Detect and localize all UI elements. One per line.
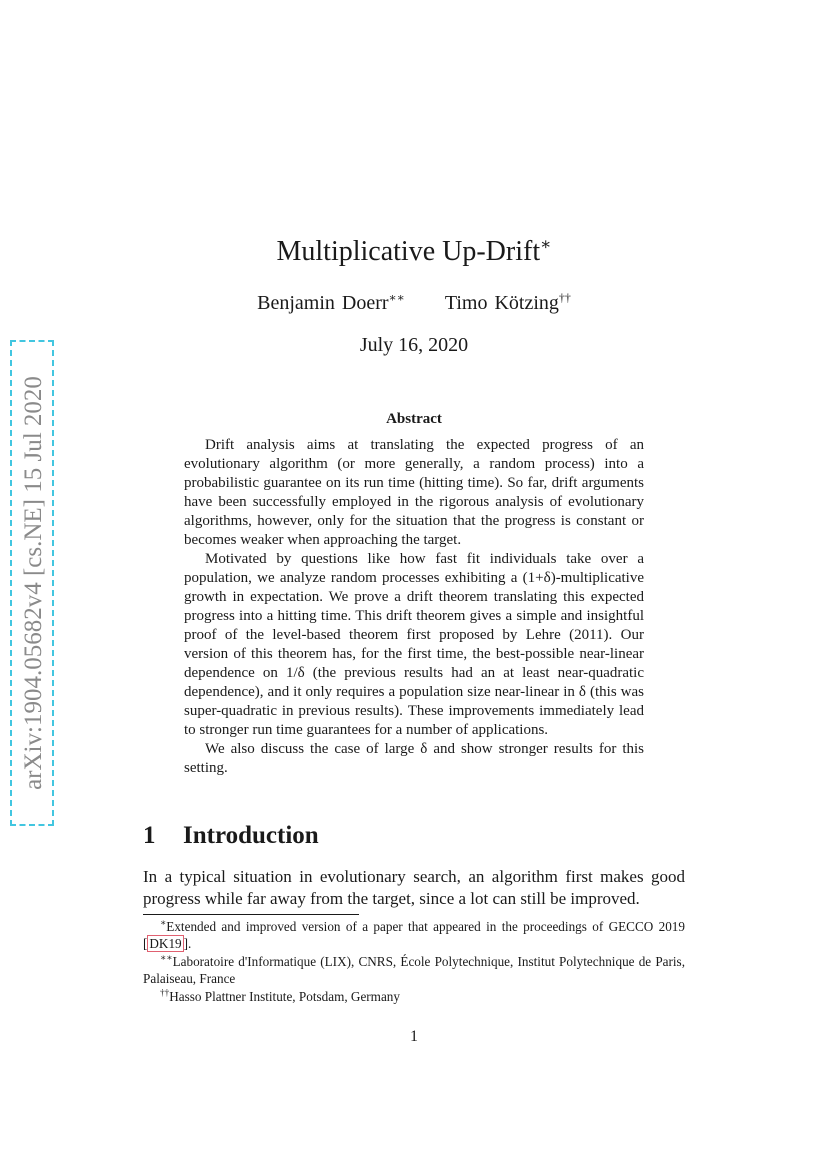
author <box>445 292 571 314</box>
arxiv-identifier: arXiv:1904.05682v4 [cs.NE] 15 Jul 2020 <box>20 376 47 790</box>
paper-title <box>0 236 828 268</box>
section-title: Introduction <box>183 822 319 849</box>
footnote <box>143 953 685 987</box>
author-name: Timo Kötzing <box>444 292 559 314</box>
footnote-text: Extended and improved version of a paper that appeared in the proceedings of GECCO 2019 [ <box>143 919 685 951</box>
author-footnote-mark: †† <box>558 290 571 305</box>
footnote <box>143 918 685 952</box>
abstract-paragraph: Drift analysis aims at translating the expected progress of an evolutionary algorithm (or more generally, a random process) into a probabilistic guarantee on its run time (hitting time). So far, drift arguments have been successfully employed in the rigorous analysis of evolutionary algorithms, however, only for the situation that the progress is constant or becomes weaker when approaching the target. <box>184 437 644 548</box>
footnote-mark: ∗ <box>160 917 167 928</box>
footnote-text: Laboratoire d'Informatique (LIX), CNRS, École Polytechnique, Institut Polytechnique de Paris, Palaiseau, France <box>143 954 685 986</box>
footnote-text: ]. <box>183 936 192 951</box>
abstract-paragraph: We also discuss the case of large δ and show stronger results for this setting. <box>184 741 644 776</box>
page-number: 1 <box>410 1028 418 1045</box>
footnote <box>143 988 685 1005</box>
author-footnote-mark: ∗∗ <box>388 290 405 305</box>
footnote-text: Hasso Plattner Institute, Potsdam, Germany <box>169 989 400 1004</box>
footnote-divider <box>143 914 359 915</box>
abstract-paragraph: Motivated by questions like how fast fit individuals take over a population, we analyze random processes exhibiting a (1+δ)-multiplicative growth in expectation. We prove a drift theorem translating this expected progress into a hitting time. This drift theorem gives a simple and insightful proof of the level-based theorem first proposed by Lehre (2011). Our version of this theorem has, for the first time, the best-possible near-linear dependence on 1/δ (the previous results had an at least near-quadratic dependence), and it only requires a population size near-linear in δ (this was super-quadratic in previous results). These improvements immediately lead to stronger run time guarantees for a number of applications. <box>184 551 644 738</box>
footnote-mark: ∗∗ <box>160 952 173 963</box>
section-number: 1 <box>143 822 156 849</box>
publication-date: July 16, 2020 <box>359 334 469 356</box>
footnote-mark: †† <box>160 987 170 998</box>
title-text: Multiplicative Up-Drift <box>276 236 541 267</box>
author <box>257 292 405 314</box>
abstract-heading: Abstract <box>386 411 442 427</box>
footnotes <box>143 918 685 1006</box>
intro-paragraph: In a typical situation in evolutionary search, an algorithm first makes good progress while far away from the target, since a lot can still be improved. <box>143 867 685 908</box>
author-name: Benjamin Doerr <box>257 292 389 314</box>
section-heading <box>143 822 319 850</box>
abstract-body <box>184 436 644 778</box>
citation-link[interactable]: DK19 <box>149 936 182 951</box>
author-list <box>0 292 828 315</box>
title-footnote-mark: ∗ <box>540 234 552 254</box>
